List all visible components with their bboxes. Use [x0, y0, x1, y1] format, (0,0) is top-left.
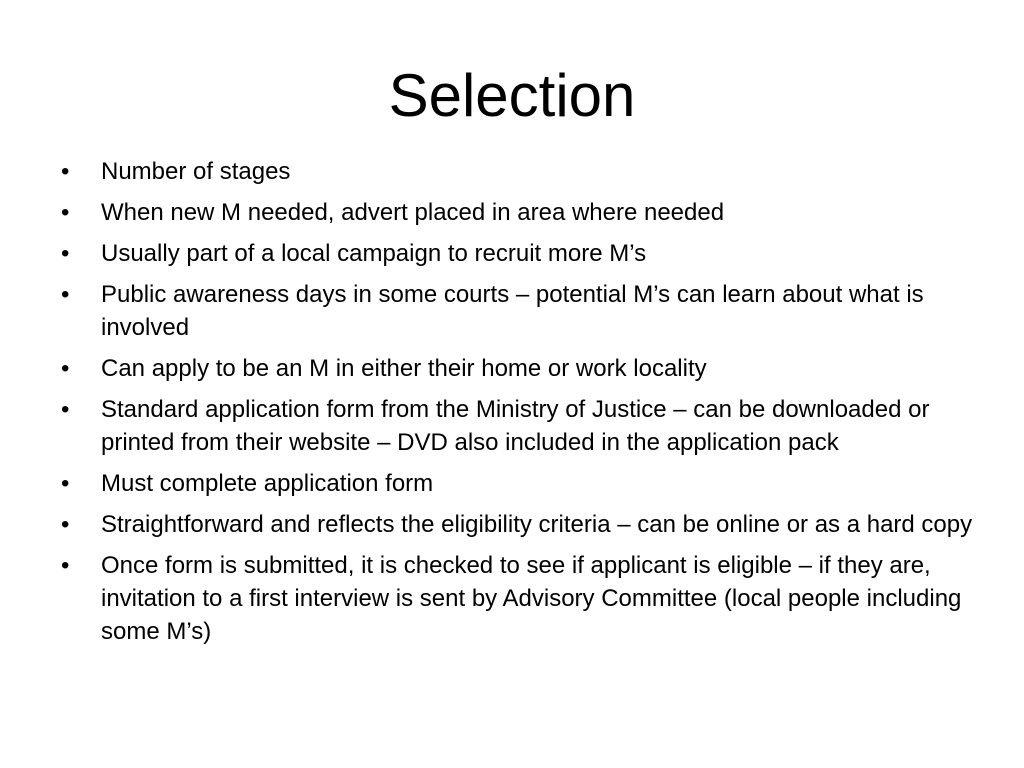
- list-item: [59, 352, 979, 385]
- list-item: [59, 508, 979, 541]
- bullet-icon: •: [61, 355, 70, 382]
- bullet-icon: •: [61, 470, 70, 497]
- bullet-text: Once form is submitted, it is checked to see if applicant is eligible – if they are, invitation to a first interview is sent by Advisory Committee (local people including some M’s): [101, 552, 962, 645]
- bullet-icon: •: [61, 511, 70, 538]
- bullet-icon: •: [61, 281, 70, 308]
- list-item: [59, 393, 979, 459]
- bullet-text: When new M needed, advert placed in area where needed: [101, 199, 725, 226]
- list-item: [59, 467, 979, 500]
- list-item: [59, 549, 979, 648]
- list-item: [59, 155, 979, 188]
- list-item: [59, 196, 979, 229]
- bullet-icon: •: [61, 199, 70, 226]
- bullet-icon: •: [61, 158, 70, 185]
- list-item: [59, 237, 979, 270]
- bullet-text: Standard application form from the Ministry of Justice – can be downloaded or printed from their website – DVD also included in the application pack: [101, 396, 930, 456]
- bullet-icon: •: [61, 240, 70, 267]
- list-item: [59, 278, 979, 344]
- slide-title: Selection: [388, 62, 636, 129]
- bullet-icon: •: [61, 396, 70, 423]
- bullet-text: Straightforward and reflects the eligibility criteria – can be online or as a hard copy: [101, 511, 973, 538]
- bullet-text: Public awareness days in some courts – potential M’s can learn about what is involved: [101, 281, 924, 341]
- bullet-icon: •: [61, 552, 70, 579]
- bullet-text: Number of stages: [101, 158, 291, 185]
- bullet-text: Can apply to be an M in either their home or work locality: [101, 355, 707, 382]
- bullet-text: Usually part of a local campaign to recruit more M’s: [101, 240, 647, 267]
- bullet-text: Must complete application form: [101, 470, 434, 497]
- bullet-list: [59, 155, 979, 656]
